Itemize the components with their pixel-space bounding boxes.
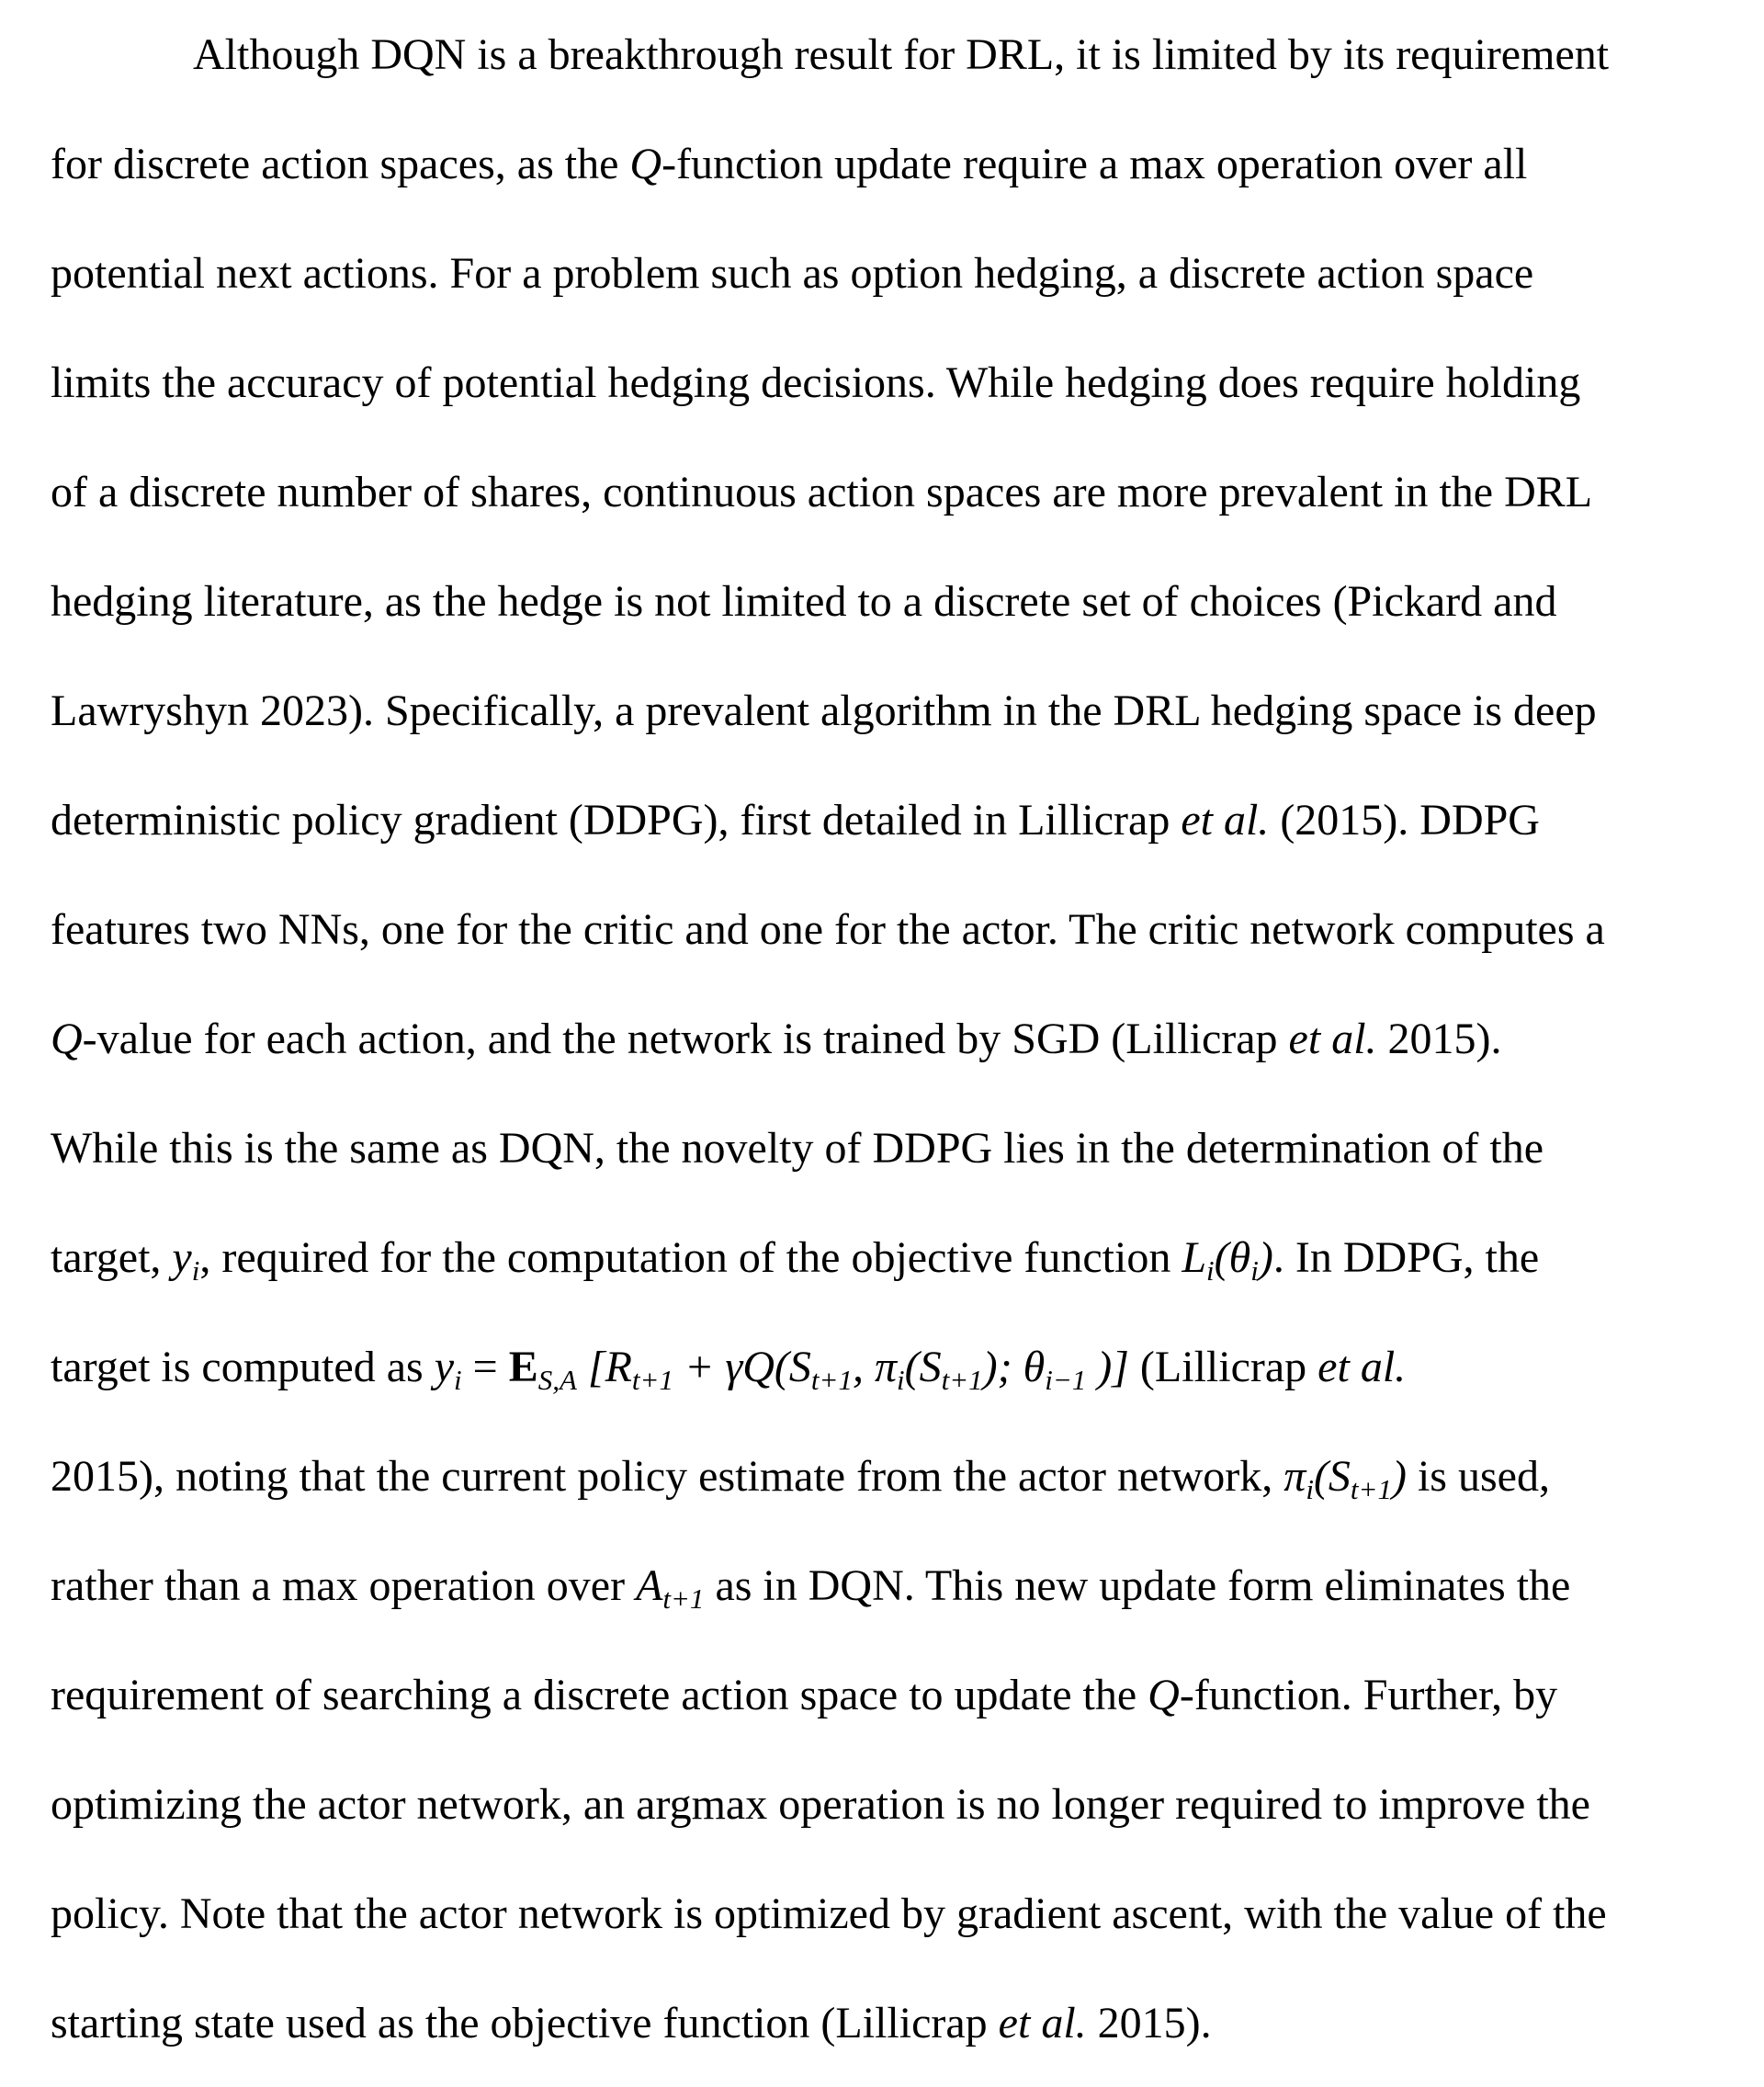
text-line: While this is the same as DQN, the novelty of DDPG lies in the determination of the [51,1124,1544,1173]
math-expectation: E [508,1343,538,1391]
line-text: deterministic policy gradient (DDPG), first detailed in Lillicrap [51,796,1182,845]
math-pi: π [1283,1452,1306,1501]
math-subscript: t+1 [1350,1473,1392,1505]
text-line [51,1968,1723,2078]
math-paren: ) [1391,1452,1407,1501]
text-line: potential next actions. For a problem such as option hedging, a discrete action space [51,249,1534,298]
math-symbol: Q [51,1015,83,1063]
line-text: rather than a max operation over [51,1561,637,1610]
math-expression: , π [852,1343,897,1391]
line-text: target, [51,1233,173,1282]
math-expression: + γQ(S [673,1343,811,1391]
line-text: requirement of searching a discrete action space to update the [51,1671,1148,1719]
math-subscript: t+1 [662,1582,705,1615]
line-text: -function update require a max operation over all [662,140,1528,188]
math-y: y [172,1233,192,1282]
math-subscript: t+1 [941,1364,983,1396]
citation-et-al: et al. [1181,796,1270,845]
math-subscript: S,A [537,1364,577,1396]
text-line [51,1203,1723,1312]
line-text: for discrete action spaces, as the [51,140,630,188]
line-text: (Lillicrap [1128,1343,1318,1391]
math-paren: ) [1258,1233,1273,1282]
text-line [51,1531,1723,1640]
text-line [51,109,1723,219]
text-line: optimizing the actor network, an argmax operation is no longer required to improve the [51,1780,1590,1829]
line-text: . In DDPG, the [1272,1233,1540,1282]
text-line [51,766,1723,875]
citation-et-al: et al. [998,1999,1087,2047]
math-subscript: i [454,1364,462,1396]
text-line: Lawryshyn 2023). Specifically, a prevalent algorithm in the DRL hedging space is deep [51,686,1597,735]
math-expression: ); θ [982,1343,1046,1391]
line-text: -function. Further, by [1179,1671,1558,1719]
math-subscript: t+1 [810,1364,853,1396]
math-argument: (θ [1214,1233,1251,1282]
math-A: A [636,1561,663,1610]
line-text: target is computed as [51,1343,435,1391]
text-line [51,1640,1723,1750]
math-expression: )] [1086,1343,1129,1391]
text-line: features two NNs, one for the critic and one for the actor. The critic network computes a [51,905,1605,954]
math-equals: = [461,1343,509,1391]
math-subscript: i [191,1254,200,1287]
text-line: policy. Note that the actor network is optimized by gradient ascent, with the value of the [51,1889,1607,1938]
line-text: 2015), noting that the current policy estimate from the actor network, [51,1452,1284,1501]
math-subscript: i [1250,1254,1259,1287]
text-line [51,1422,1723,1531]
math-subscript: i [897,1364,905,1396]
math-expression: (S [1313,1452,1351,1501]
line-text: , required for the computation of the objective function [199,1233,1182,1282]
math-subscript: i [1206,1254,1215,1287]
line-text: starting state used as the objective function (Lillicrap [51,1999,999,2047]
math-symbol: Q [629,140,662,188]
body-paragraph [51,0,1723,2078]
math-symbol: Q [1148,1671,1180,1719]
math-L: L [1182,1233,1207,1282]
math-subscript: t+1 [631,1364,673,1396]
text-line [51,984,1723,1094]
line-text: as in DQN. This new update form eliminates the [704,1561,1571,1610]
text-line [51,1312,1723,1422]
math-subscript: i−1 [1045,1364,1087,1396]
line-text: (2015). DDPG [1269,796,1540,845]
citation-et-al: et al. [1317,1343,1407,1391]
math-expression: (S [904,1343,942,1391]
line-text: 2015). [1086,1999,1212,2047]
citation-et-al: et al. [1288,1015,1377,1063]
math-subscript: i [1306,1473,1314,1505]
math-expression: [R [576,1343,632,1391]
text-line: limits the accuracy of potential hedging decisions. While hedging does require holding [51,358,1581,407]
line-text: 2015). [1376,1015,1502,1063]
text-line: Although DQN is a breakthrough result for DRL, it is limited by its requirement [193,30,1610,79]
line-text: is used, [1406,1452,1550,1501]
text-line: of a discrete number of shares, continuous action spaces are more prevalent in the DRL [51,468,1593,516]
text-line: hedging literature, as the hedge is not limited to a discrete set of choices (Pickard and [51,577,1557,626]
line-text: -value for each action, and the network is trained by SGD (Lillicrap [82,1015,1289,1063]
math-y: y [434,1343,454,1391]
